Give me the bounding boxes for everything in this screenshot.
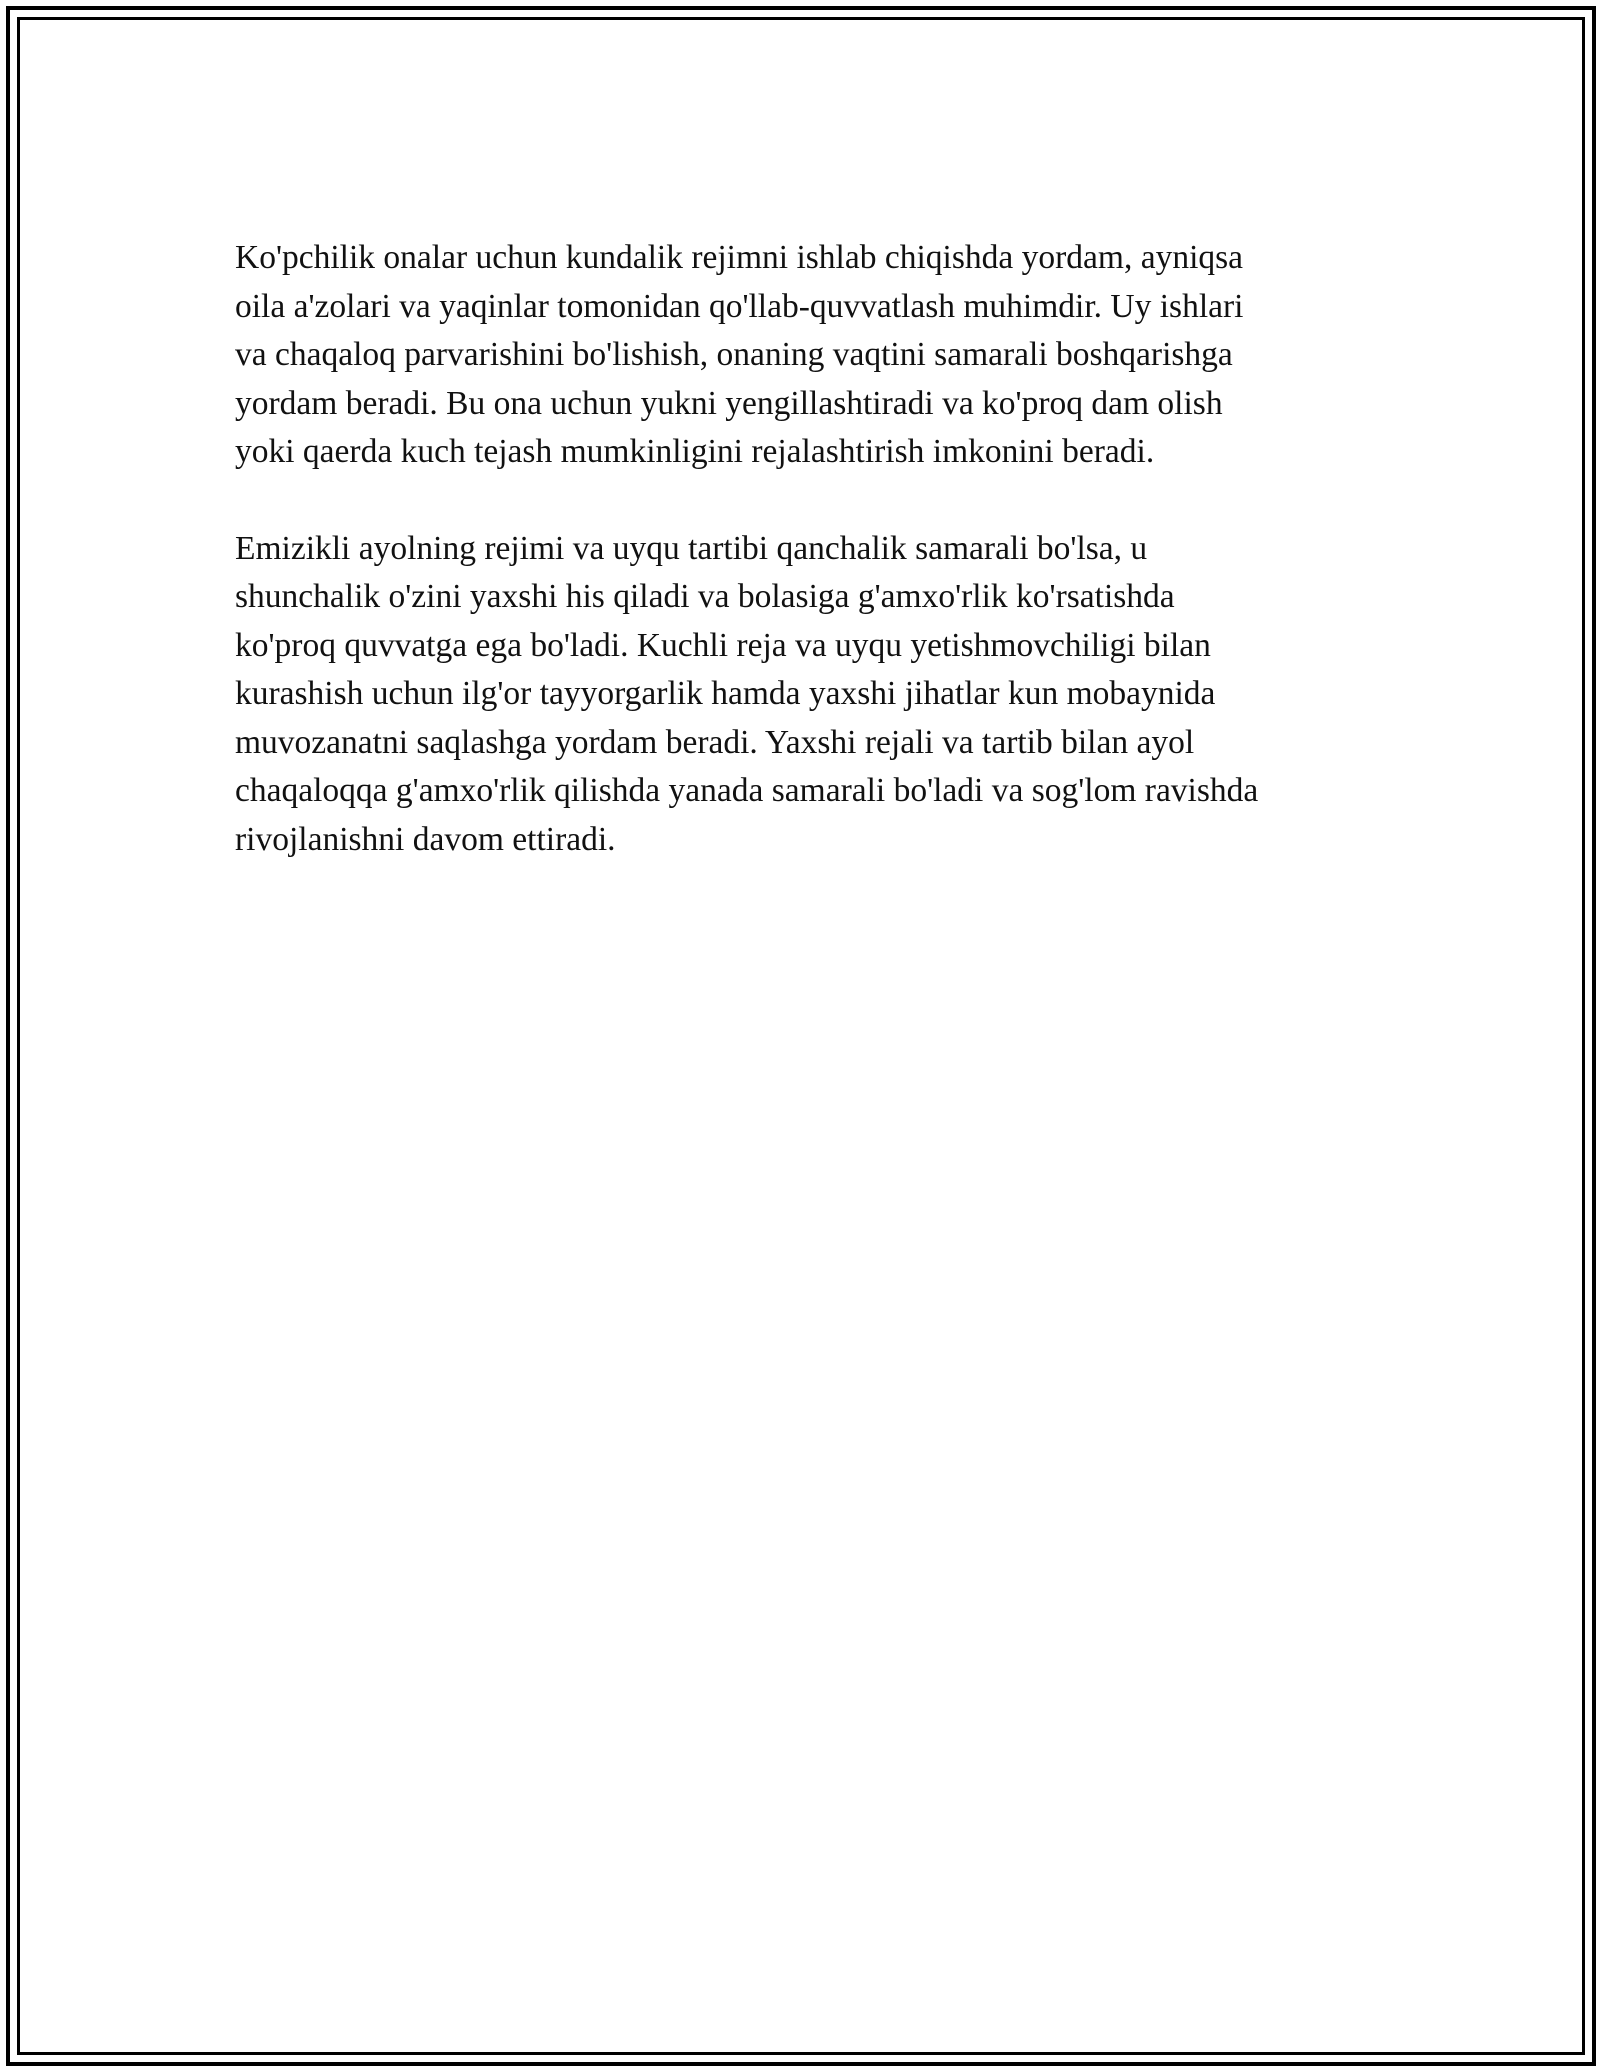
document-body xyxy=(235,234,1365,912)
paragraph-1: Ko'pchilik onalar uchun kundalik rejimni ishlab chiqishda yordam, ayniqsa oila a'zolari va yaqinlar tomonidan qo'llab-quvvatlash muhimdir. Uy ishlari va chaqaloq parvarishini bo'lishish, onaning vaqtini samarali boshqarishga yordam beradi. Bu ona uchun yukni yengillashtiradi va ko'proq dam olish yoki qaerda kuch tejash mumkinligini rejalashtirish imkonini beradi. xyxy=(235,239,1244,470)
paragraph-2: Emizikli ayolning rejimi va uyqu tartibi qanchalik samarali bo'lsa, u shunchalik o'zini yaxshi his qiladi va bolasiga g'amxo'rlik ko'rsatishda ko'proq quvvatga ega bo'ladi. Kuchli reja va uyqu yetishmovchiligi bilan kurashish uchun ilg'or tayyorgarlik hamda yaxshi jihatlar kun mobaynida muvozanatni saqlashga yordam beradi. Yaxshi rejali va tartib bilan ayol chaqaloqqa g'amxo'rlik qilishda yanada samarali bo'ladi va sog'lom ravishda rivojlanishni davom ettiradi. xyxy=(235,529,1259,858)
